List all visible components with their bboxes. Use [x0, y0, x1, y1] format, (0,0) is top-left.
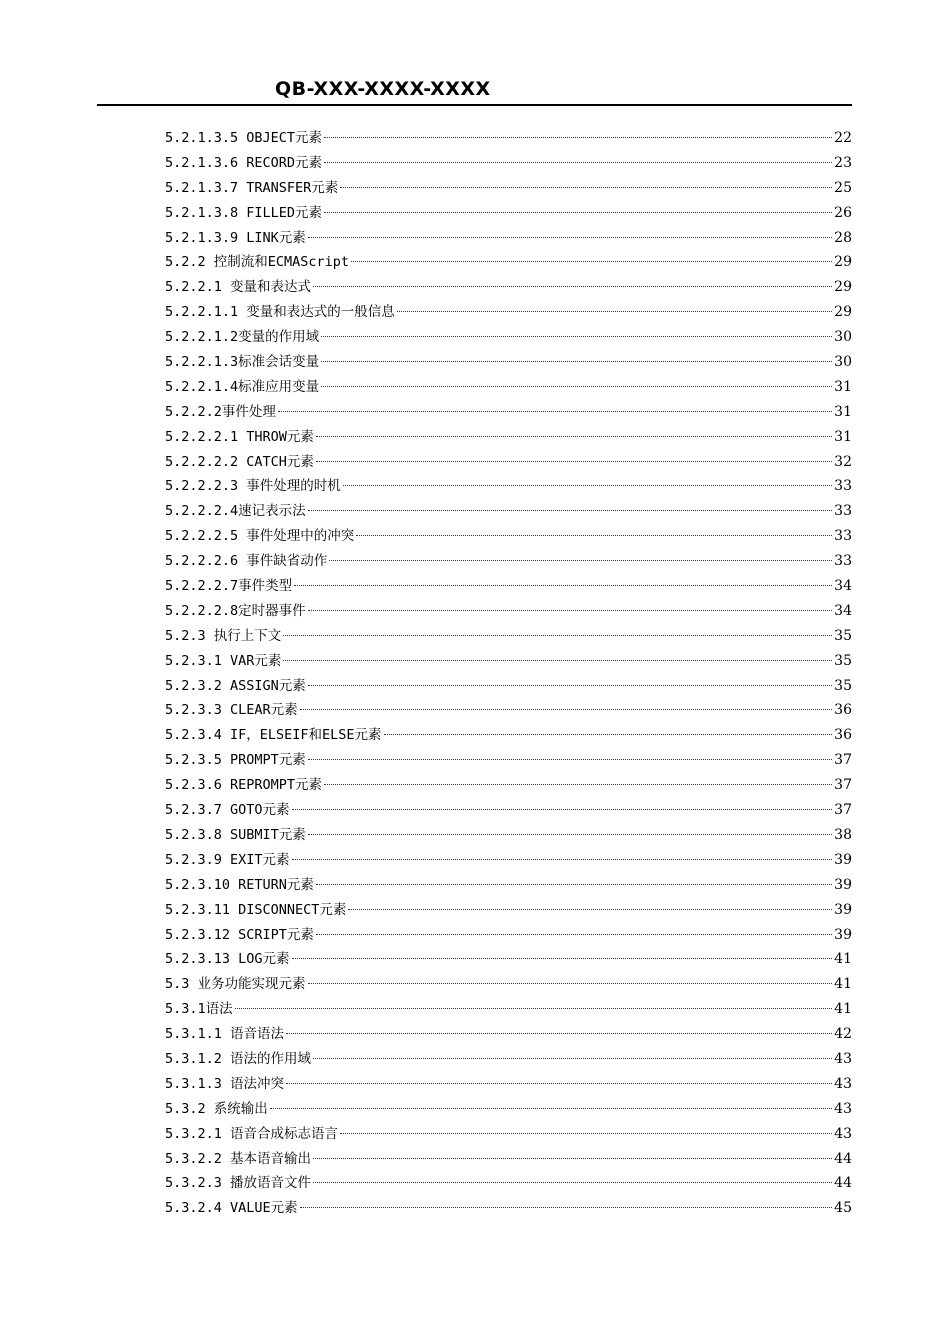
toc-entry[interactable] — [165, 773, 852, 798]
toc-entry-page-number: 35 — [834, 677, 852, 694]
toc-entry-title: 5.2.2.2.4速记表示法 — [165, 503, 306, 520]
toc-entry[interactable] — [165, 923, 852, 948]
toc-entry[interactable] — [165, 126, 852, 151]
dot-leader — [235, 1008, 833, 1009]
dot-leader — [324, 137, 832, 138]
toc-entry-page-number: 43 — [834, 1100, 852, 1117]
toc-entry[interactable] — [165, 698, 852, 723]
toc-entry-title: 5.2.2.2.6 事件缺省动作 — [165, 553, 328, 570]
dot-leader — [316, 461, 832, 462]
toc-entry[interactable] — [165, 798, 852, 823]
toc-entry[interactable] — [165, 1147, 852, 1172]
dot-leader — [340, 187, 832, 188]
dot-leader — [286, 1033, 832, 1034]
dot-leader — [292, 859, 833, 860]
dot-leader — [283, 635, 832, 636]
dot-leader — [316, 884, 832, 885]
toc-entry-title: 5.2.1.3.8 FILLED元素 — [165, 204, 323, 221]
dot-leader — [356, 535, 832, 536]
table-of-contents — [165, 126, 852, 1221]
toc-entry[interactable] — [165, 898, 852, 923]
dot-leader — [308, 983, 833, 984]
dot-leader — [292, 809, 833, 810]
toc-entry-page-number: 37 — [834, 777, 852, 794]
toc-entry-page-number: 37 — [834, 802, 852, 819]
toc-entry-title: 5.3.1.3 语法冲突 — [165, 1075, 285, 1092]
toc-entry-page-number: 43 — [834, 1075, 852, 1092]
toc-entry-title: 5.2.2.2.2 CATCH元素 — [165, 453, 314, 470]
toc-entry-title: 5.2.2.2.8定时器事件 — [165, 602, 306, 619]
toc-entry[interactable] — [165, 873, 852, 898]
toc-entry-page-number: 36 — [834, 702, 852, 719]
toc-entry-page-number: 44 — [834, 1175, 852, 1192]
toc-entry-page-number: 39 — [834, 851, 852, 868]
dot-leader — [384, 734, 833, 735]
toc-entry-title: 5.3.1.2 语法的作用域 — [165, 1050, 312, 1067]
dot-leader — [324, 162, 832, 163]
toc-entry-title: 5.3.1语法 — [165, 1001, 233, 1018]
toc-entry-title: 5.2.3 执行上下文 — [165, 627, 282, 644]
toc-entry-page-number: 41 — [834, 1001, 852, 1018]
toc-entry-title: 5.2.3.7 GOTO元素 — [165, 802, 290, 819]
dot-leader — [308, 237, 832, 238]
dot-leader — [321, 336, 832, 337]
toc-entry[interactable] — [165, 275, 852, 300]
toc-entry-title: 5.2.2 控制流和ECMAScript — [165, 254, 350, 271]
dot-leader — [324, 784, 832, 785]
toc-entry-page-number: 43 — [834, 1125, 852, 1142]
toc-entry[interactable] — [165, 524, 852, 549]
dot-leader — [270, 1108, 832, 1109]
toc-entry[interactable] — [165, 151, 852, 176]
toc-entry[interactable] — [165, 474, 852, 499]
toc-entry-title: 5.2.3.11 DISCONNECT元素 — [165, 901, 347, 918]
toc-entry-page-number: 33 — [834, 478, 852, 495]
toc-entry-title: 5.2.3.3 CLEAR元素 — [165, 702, 298, 719]
toc-entry-page-number: 22 — [834, 130, 852, 146]
toc-entry-page-number: 39 — [834, 901, 852, 918]
toc-entry-page-number: 29 — [834, 254, 852, 271]
document-code: QB-XXX-XXXX-XXXX — [275, 78, 491, 100]
toc-entry-title: 5.2.1.3.9 LINK元素 — [165, 229, 306, 246]
toc-entry[interactable] — [165, 325, 852, 350]
toc-entry-title: 5.2.3.5 PROMPT元素 — [165, 752, 306, 769]
dot-leader — [308, 610, 833, 611]
dot-leader — [286, 1083, 832, 1084]
toc-entry[interactable] — [165, 1072, 852, 1097]
toc-entry-title: 5.2.3.13 LOG元素 — [165, 951, 290, 968]
toc-entry[interactable] — [165, 599, 852, 624]
toc-entry-title: 5.2.3.9 EXIT元素 — [165, 851, 290, 868]
toc-entry[interactable] — [165, 1097, 852, 1122]
toc-entry[interactable] — [165, 226, 852, 251]
toc-entry-page-number: 35 — [834, 627, 852, 644]
dot-leader — [313, 1158, 832, 1159]
toc-entry[interactable] — [165, 1022, 852, 1047]
toc-entry[interactable] — [165, 1196, 852, 1221]
toc-entry-title: 5.2.2.1 变量和表达式 — [165, 279, 312, 296]
toc-entry-title: 5.2.1.3.5 OBJECT元素 — [165, 130, 323, 146]
toc-entry-title: 5.3.2.2 基本语音输出 — [165, 1150, 312, 1167]
dot-leader — [313, 286, 832, 287]
dot-leader — [316, 436, 832, 437]
toc-entry[interactable] — [165, 499, 852, 524]
toc-entry-page-number: 29 — [834, 304, 852, 321]
toc-entry-title: 5.2.2.2.1 THROW元素 — [165, 428, 314, 445]
toc-entry-page-number: 29 — [834, 279, 852, 296]
toc-entry[interactable] — [165, 350, 852, 375]
toc-entry[interactable] — [165, 997, 852, 1022]
toc-entry-page-number: 25 — [834, 179, 852, 196]
toc-entry[interactable] — [165, 300, 852, 325]
toc-entry-page-number: 39 — [834, 926, 852, 943]
toc-entry-page-number: 23 — [834, 154, 852, 171]
toc-entry-page-number: 31 — [834, 403, 852, 420]
dot-leader — [343, 485, 832, 486]
toc-entry-page-number: 43 — [834, 1050, 852, 1067]
toc-entry[interactable] — [165, 748, 852, 773]
toc-entry-page-number: 42 — [834, 1026, 852, 1043]
toc-entry-page-number: 41 — [834, 976, 852, 993]
toc-entry-page-number: 34 — [834, 578, 852, 595]
dot-leader — [294, 585, 832, 586]
toc-entry-page-number: 33 — [834, 528, 852, 545]
toc-entry-page-number: 35 — [834, 652, 852, 669]
toc-entry-title: 5.3.2 系统输出 — [165, 1100, 268, 1117]
toc-entry[interactable] — [165, 649, 852, 674]
toc-entry[interactable] — [165, 848, 852, 873]
toc-entry-page-number: 45 — [834, 1200, 852, 1217]
toc-entry[interactable] — [165, 972, 852, 997]
dot-leader — [340, 1133, 832, 1134]
toc-entry-page-number: 31 — [834, 428, 852, 445]
toc-entry-page-number: 37 — [834, 752, 852, 769]
toc-entry-page-number: 31 — [834, 378, 852, 395]
toc-entry-page-number: 30 — [834, 354, 852, 371]
toc-entry[interactable] — [165, 574, 852, 599]
toc-entry-title: 5.2.2.1.4标准应用变量 — [165, 378, 320, 395]
toc-entry-title: 5.2.3.4 IF，ELSEIF和ELSE元素 — [165, 727, 382, 744]
toc-entry[interactable] — [165, 201, 852, 226]
toc-entry-title: 5.3.2.3 播放语音文件 — [165, 1175, 312, 1192]
dot-leader — [321, 386, 832, 387]
toc-entry-title: 5.3.2.4 VALUE元素 — [165, 1200, 298, 1217]
dot-leader — [348, 909, 832, 910]
toc-entry[interactable] — [165, 1122, 852, 1147]
dot-leader — [300, 1207, 833, 1208]
toc-entry-page-number: 39 — [834, 876, 852, 893]
dot-leader — [324, 212, 832, 213]
toc-entry-page-number: 34 — [834, 602, 852, 619]
toc-entry-title: 5.3 业务功能实现元素 — [165, 976, 306, 993]
dot-leader — [292, 958, 833, 959]
toc-entry[interactable] — [165, 1171, 852, 1196]
dot-leader — [308, 510, 833, 511]
toc-entry-page-number: 36 — [834, 727, 852, 744]
toc-entry-title: 5.2.3.1 VAR元素 — [165, 652, 282, 669]
toc-entry-page-number: 28 — [834, 229, 852, 246]
toc-entry-page-number: 38 — [834, 826, 852, 843]
toc-entry-title: 5.2.2.1.3标准会话变量 — [165, 354, 320, 371]
toc-entry-title: 5.3.2.1 语音合成标志语言 — [165, 1125, 339, 1142]
toc-entry-page-number: 33 — [834, 553, 852, 570]
toc-entry-page-number: 26 — [834, 204, 852, 221]
dot-leader — [313, 1182, 832, 1183]
toc-entry[interactable] — [165, 450, 852, 475]
dot-leader — [329, 560, 832, 561]
dot-leader — [316, 934, 832, 935]
dot-leader — [397, 311, 832, 312]
dot-leader — [351, 261, 832, 262]
toc-entry[interactable] — [165, 1047, 852, 1072]
dot-leader — [283, 660, 832, 661]
toc-entry[interactable] — [165, 176, 852, 201]
dot-leader — [308, 759, 832, 760]
toc-entry-title: 5.2.2.1.2变量的作用域 — [165, 329, 320, 346]
toc-entry-title: 5.2.1.3.7 TRANSFER元素 — [165, 179, 339, 196]
toc-entry-title: 5.2.2.2.7事件类型 — [165, 578, 293, 595]
dot-leader — [308, 685, 832, 686]
page-header — [97, 74, 852, 106]
toc-entry-title: 5.2.2.1.1 变量和表达式的一般信息 — [165, 304, 395, 321]
toc-entry-page-number: 41 — [834, 951, 852, 968]
toc-entry-page-number: 30 — [834, 329, 852, 346]
toc-entry-title: 5.2.3.2 ASSIGN元素 — [165, 677, 306, 694]
dot-leader — [313, 1058, 832, 1059]
toc-entry-title: 5.2.2.2.5 事件处理中的冲突 — [165, 528, 355, 545]
dot-leader — [300, 709, 833, 710]
toc-entry[interactable] — [165, 400, 852, 425]
toc-entry[interactable] — [165, 425, 852, 450]
toc-entry[interactable] — [165, 947, 852, 972]
toc-entry-page-number: 32 — [834, 453, 852, 470]
toc-entry[interactable] — [165, 723, 852, 748]
toc-entry-title: 5.2.3.6 REPROMPT元素 — [165, 777, 323, 794]
toc-entry[interactable] — [165, 674, 852, 699]
dot-leader — [278, 411, 832, 412]
toc-entry-title: 5.2.3.10 RETURN元素 — [165, 876, 314, 893]
toc-entry-title: 5.2.1.3.6 RECORD元素 — [165, 154, 323, 171]
toc-entry-title: 5.2.2.2事件处理 — [165, 403, 276, 420]
toc-entry[interactable] — [165, 624, 852, 649]
toc-entry-title: 5.2.3.8 SUBMIT元素 — [165, 826, 306, 843]
toc-entry-title: 5.2.3.12 SCRIPT元素 — [165, 926, 314, 943]
toc-entry-title: 5.2.2.2.3 事件处理的时机 — [165, 478, 341, 495]
toc-entry-page-number: 33 — [834, 503, 852, 520]
dot-leader — [321, 361, 832, 362]
dot-leader — [308, 834, 832, 835]
toc-entry[interactable] — [165, 823, 852, 848]
toc-entry[interactable] — [165, 250, 852, 275]
toc-entry-page-number: 44 — [834, 1150, 852, 1167]
toc-entry-title: 5.3.1.1 语音语法 — [165, 1026, 285, 1043]
toc-entry[interactable] — [165, 549, 852, 574]
toc-entry[interactable] — [165, 375, 852, 400]
